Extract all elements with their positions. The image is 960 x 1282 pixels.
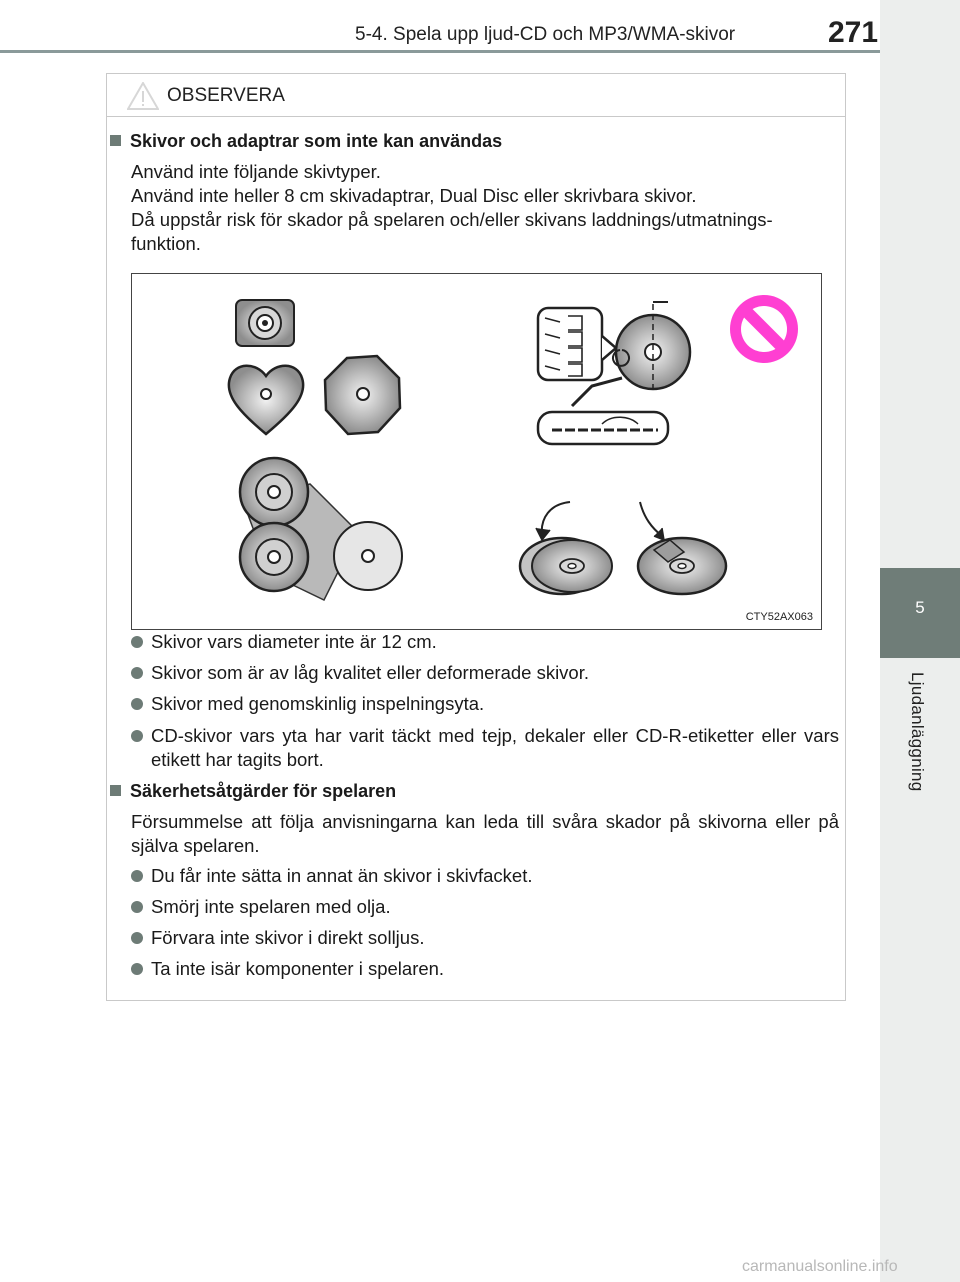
round-bullet-icon [131, 963, 143, 975]
polygon-disc-icon [325, 356, 400, 434]
paragraph: Försummelse att följa anvisningarna kan leda till svåra skador på skivorna eller på själva spelaren. [131, 811, 839, 856]
unusable-discs-illustration [131, 273, 822, 630]
list-item: Skivor som är av låg kvalitet eller deformerade skivor. [131, 661, 839, 685]
square-bullet-icon [110, 785, 121, 796]
chapter-number: 5 [915, 598, 925, 617]
paragraph: Använd inte heller 8 cm skivadaptrar, Dual Disc eller skrivbara skivor. [131, 185, 697, 206]
round-bullet-icon [131, 667, 143, 679]
heart-disc-icon [229, 366, 303, 434]
list-item: Förvara inte skivor i direkt solljus. [131, 926, 839, 950]
chapter-label: Ljudanläggning [908, 672, 927, 792]
section-title: 5-4. Spela upp ljud-CD och MP3/WMA-skivor [355, 24, 736, 45]
round-bullet-icon [131, 901, 143, 913]
list-item: Smörj inte spelaren med olja. [131, 895, 839, 919]
prohibition-icon [730, 295, 798, 363]
round-bullet-icon [131, 932, 143, 944]
discs-drawing [132, 274, 821, 629]
notice-title: OBSERVERA [167, 85, 285, 106]
square-disc-icon [236, 300, 294, 346]
list-item: Skivor med genomskinlig inspelningsyta. [131, 692, 839, 716]
round-bullet-icon [131, 636, 143, 648]
watermark: carmanualsonline.info [742, 1258, 898, 1275]
list-item: Ta inte isär komponenter i spelaren. [131, 957, 839, 981]
transparent-disc-diagram-icon [538, 302, 690, 444]
notice-header [107, 74, 845, 117]
page-header [0, 0, 960, 62]
list-item: Skivor vars diameter inte är 12 cm. [131, 630, 839, 654]
chapter-side-tab [880, 0, 960, 1282]
list-item: CD-skivor vars yta har varit täckt med tejp, dekaler eller CD-R-etiketter eller vars etikett har tagits bort. [131, 724, 839, 772]
square-bullet-icon [110, 135, 121, 146]
round-bullet-icon [131, 730, 143, 742]
round-bullet-icon [131, 698, 143, 710]
list-item: Du får inte sätta in annat än skivor i skivfacket. [131, 864, 839, 888]
figure-code: CTY52AX063 [745, 611, 813, 623]
warning-triangle-icon [127, 82, 159, 110]
header-rule [0, 50, 880, 53]
page-number: 271 [828, 16, 879, 49]
section-heading: Skivor och adaptrar som inte kan användas [110, 131, 502, 152]
section-heading: Säkerhetsåtgärder för spelaren [110, 781, 396, 802]
paragraph: Använd inte följande skivtyper. [131, 161, 381, 182]
paragraph: Då uppstår risk för skador på spelaren och/eller skivans laddnings/utmatnings-funktion. [131, 209, 773, 254]
taped-disc-icon [520, 502, 726, 594]
round-bullet-icon [131, 870, 143, 882]
small-disc-adapter-icon [240, 458, 402, 600]
